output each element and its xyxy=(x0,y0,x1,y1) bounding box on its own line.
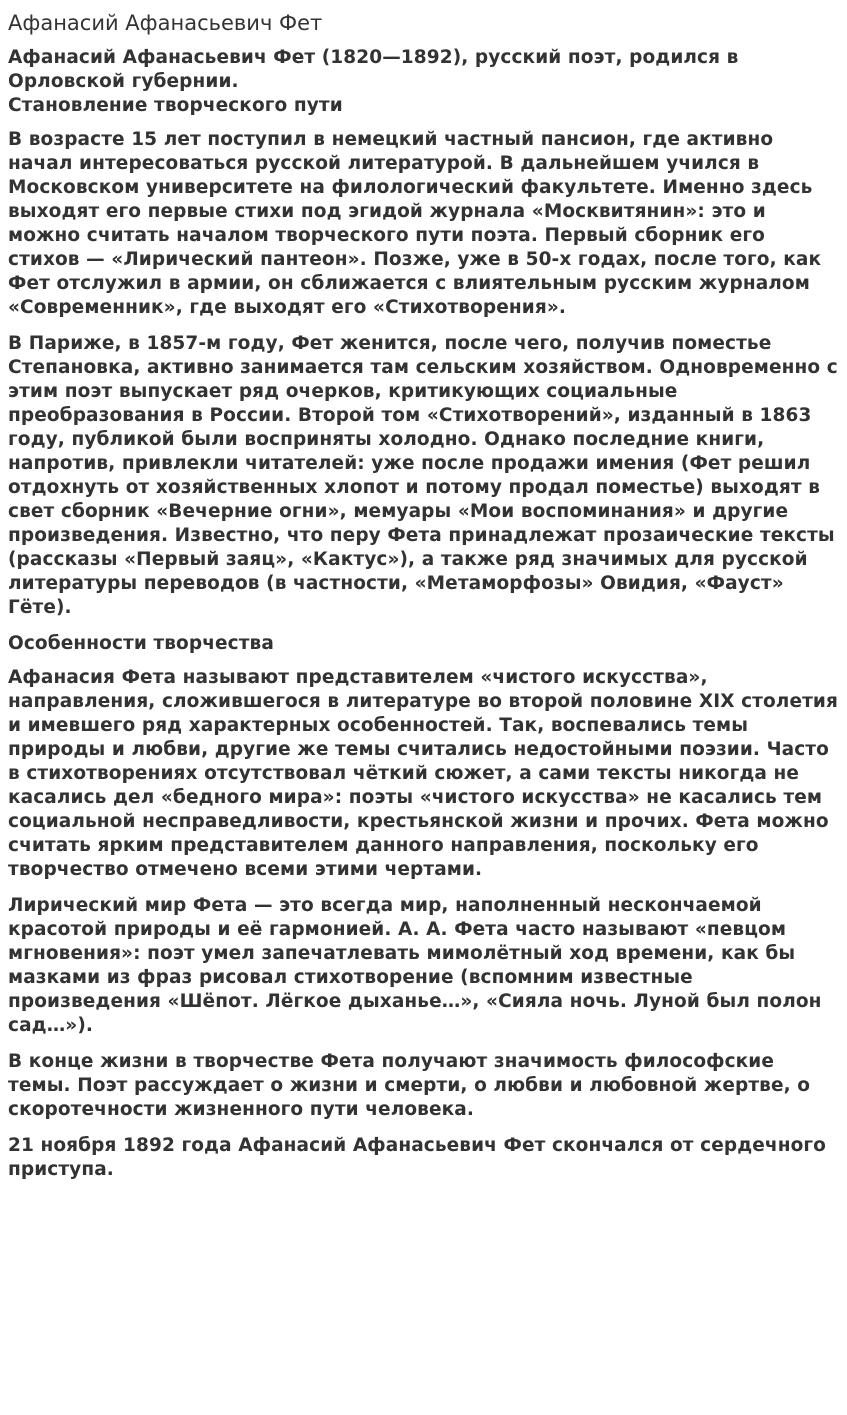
page-title: Афанасий Афанасьевич Фет xyxy=(8,11,323,35)
paragraph-death: 21 ноября 1892 года Афанасий Афанасьевич Фет скончался от сердечного приступа. xyxy=(8,1135,826,1180)
paragraph-education: В возрасте 15 лет поступил в немецкий частный пансион, где активно начал интересоваться русской литературой. В дальнейшем учился в Московском университете на филологический факультете. Именно здесь выходят его первые стихи под эгидой журнала «Москвитянин»: это и можно считать началом творческого пути поэта. Первый сборник его стихов — «Лирический пантеон». Позже, уже в 50-х годах, после того, как Фет отслужил в армии, он сближается с влиятельным русским журналом «Современник», где выходят его «Стихотворения». xyxy=(8,129,822,318)
paragraph-paris: В Париже, в 1857-м году, Фет женится, после чего, получив поместье Степановка, активно занимается там сельским хозяйством. Одновременно с этим поэт выпускает ряд очерков, критикующих социальные преобразования в России. Второй том «Стихотворений», изданный в 1863 году, публикой были восприняты холодно. Однако последние книги, напротив, привлекли читателей: уже после продажи имения (Фет решил отдохнуть от хозяйственных хлопот и потому продал поместье) выходят в свет сборник «Вечерние огни», мемуары «Мои воспоминания» и другие произведения. Известно, что перу Фета принадлежат прозаические тексты (рассказы «Первый заяц», «Кактус»), а также ряд значимых для русской литературы переводов (в частности, «Метаморфозы» Овидия, «Фауст» Гёте). xyxy=(8,333,838,618)
paragraph-late-life: В конце жизни в творчестве Фета получают значимость философские темы. Поэт рассуждает о жизни и смерти, о любви и любовной жертве, о скоротечности жизненного пути человека. xyxy=(8,1051,811,1120)
paragraph-lyrical-world: Лирический мир Фета — это всегда мир, наполненный нескончаемой красотой природы и её гармонией. А. А. Фета часто называют «певцом мгновения»: поэт умел запечатлевать мимолётный ход времени, как бы мазками из фраз рисовал стихотворение (вспомним известные произведения «Шёпот. Лёгкое дыханье…», «Сияла ночь. Луной был полон сад…»). xyxy=(8,895,822,1036)
section-heading-career: Становление творческого пути xyxy=(8,95,343,116)
section-heading-features: Особенности творчества xyxy=(8,633,274,654)
intro-paragraph: Афанасий Афанасьевич Фет (1820—1892), русский поэт, родился в Орловской губернии. xyxy=(8,47,739,92)
paragraph-pure-art: Афанасия Фета называют представителем «чистого искусства», направления, сложившегося в литературе во второй половине XIX столетия и имевшего ряд характерных особенностей. Так, воспевались темы природы и любви, другие же темы считались недостойными поэзии. Часто в стихотворениях отсутствовал чёткий сюжет, а сами тексты никогда не касались дел «бедного мира»: поэты «чистого искусства» не касались тем социальной несправедливости, крестьянской жизни и прочих. Фета можно считать ярким представителем данного направления, поскольку его творчество отмечено всеми этими чертами. xyxy=(8,667,838,880)
